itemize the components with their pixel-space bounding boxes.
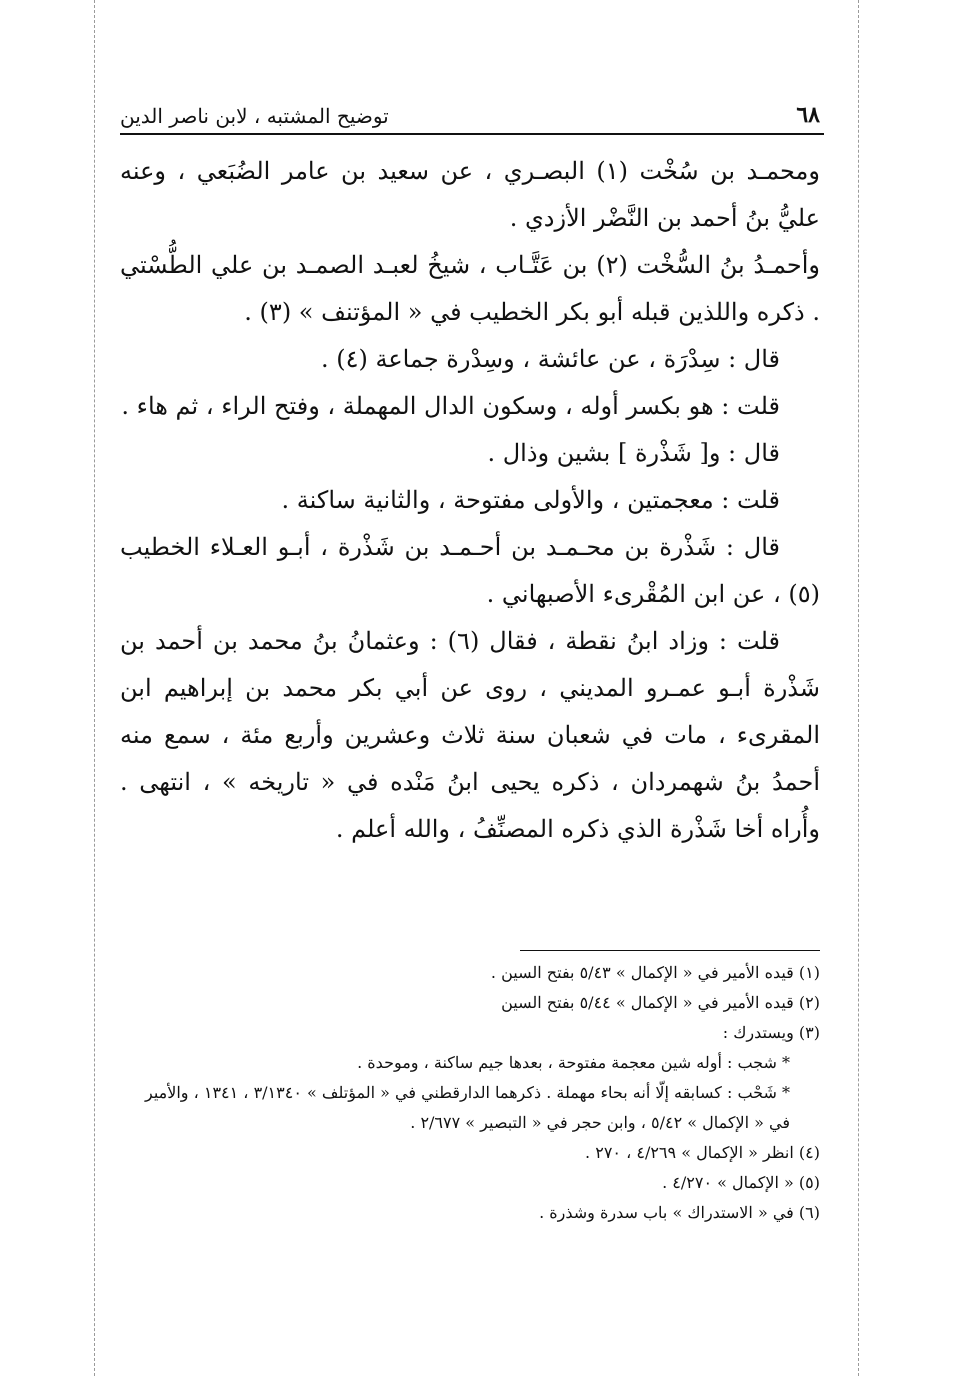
footnote-2: (٢) قيده الأمير في « الإكمال » ٥/٤٤ بفتح السين (501, 993, 820, 1012)
footnotes (120, 958, 820, 1228)
paragraph: ومحمـد بن سُخْت (١) البصـري ، عن سعيد بن عامر الضُبَعي ، وعنه عليُّ بنُ أحمد بن النَّضْر الأزدي . (120, 157, 820, 232)
running-header (120, 88, 820, 128)
footnote-3-item-1: * شجب : أوله شين معجمة مفتوحة ، بعدها جيم ساكنة ، وموحدة . (357, 1053, 790, 1072)
footnote-6: (٦) في « الاستدراك » باب سدرة وشذرة . (539, 1203, 820, 1222)
paragraph: قال : سِدْرَة ، عن عائشة ، وسِدْرة جماعة (٤) . (320, 345, 780, 373)
footnote-5: (٥) « الإكمال » ٤/٢٧٠ . (662, 1173, 820, 1192)
footnote-3-item-2: * شَحْب : كسابقه إلّا أنه بحاء مهملة . ذكرهما الدارقطني في « المؤتلف » ٣/١٣٤٠ ، ١٣٤١ ، والأمير في « الإكمال » ٥/٤٢ ، وابن حجر في « التبصير » ٢/٦٧٧ . (144, 1083, 790, 1132)
scan-guide-line-left (94, 0, 95, 1376)
paragraph: قلت : هو بكسر أوله ، وسكون الدال المهملة ، وفتح الراء ، ثم هاء . (121, 392, 780, 420)
header-rule (120, 133, 824, 135)
running-title: توضيح المشتبه ، لابن ناصر الدين (120, 104, 389, 128)
paragraph: قال : شَذْرة بن محـمـد بن أحـمـد بن شَذْرة ، أبـو العـلاء الخطيب (٥) ، عن ابن المُقْرىء الأصبهاني . (120, 533, 820, 608)
paragraph: قلت : معجمتين ، والأولى مفتوحة ، والثانية ساكنة . (281, 486, 780, 514)
paragraph: قال : و[ شَذْرة ] بشين وذال . (487, 439, 780, 467)
footnote-separator (520, 950, 820, 951)
paragraph: قلت : وزاد ابنُ نقطة ، فقال (٦) : وعثمانُ بنُ محمد بن أحمد بن شَذْرة أبـو عمـرو المديني ، روى عن أبي بكر محمد بن إبراهيم ابن المقرىء ، مات في شعبان سنة ثلاث وعشرين وأربع مئة ، سمع منه أحمدُ بنُ شهمردان ، ذكره يحيى ابنُ مَنْده في « تاريخه » ، انتهى . وأُراه أخا شَذْرة الذي ذكره المصنِّفُ ، والله أعلم . (120, 627, 820, 843)
footnote-3: (٣) ويستدرك : (722, 1023, 820, 1042)
footnote-4: (٤) انظر « الإكمال » ٤/٢٦٩ ، ٢٧٠ . (585, 1143, 820, 1162)
main-text (120, 148, 820, 853)
paragraph: وأحمـدُ بنُ السُّخْت (٢) بن عَتَّـاب ، شيخُ لعبـد الصمـد بن علي الطُّسْتي . ذكره واللذين قبله أبو بكر الخطيب في « المؤتنف » (٣) . (120, 251, 820, 326)
footnote-1: (١) قيده الأمير في « الإكمال » ٥/٤٣ بفتح السين . (490, 963, 820, 982)
scan-guide-line-right (858, 0, 859, 1376)
page-number: ٦٨ (796, 102, 820, 128)
